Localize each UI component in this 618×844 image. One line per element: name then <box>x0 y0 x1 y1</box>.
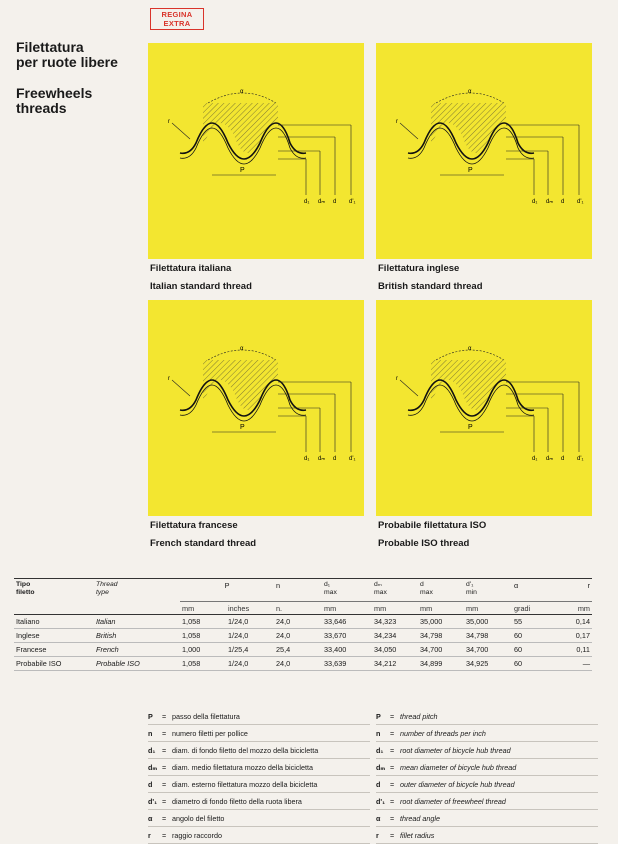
legend-item <box>148 725 370 742</box>
legend-symbol: d₁ <box>148 745 156 755</box>
cell-n: 24,0 <box>274 615 322 629</box>
cell-p-mm: 1,000 <box>180 643 226 657</box>
legend-text: number of threads per inch <box>400 728 486 738</box>
header-tipo-filetto <box>14 579 94 602</box>
legend-equals: = <box>390 813 395 823</box>
legend-symbol: d'₁ <box>376 796 386 806</box>
header-type: type <box>96 589 109 596</box>
header-d1p-sub: min <box>466 589 477 596</box>
legend-item <box>148 810 370 827</box>
diagram-panel-british <box>376 43 592 259</box>
cell-d1: 33,400 <box>322 643 372 657</box>
diagram-panel-iso <box>376 300 592 516</box>
header-d1-sub: max <box>324 589 337 596</box>
cell-p-in: 1/25,4 <box>226 643 274 657</box>
legend-item <box>148 776 370 793</box>
label-alpha: α <box>240 346 244 352</box>
legend-item <box>376 827 598 844</box>
cell-p-mm: 1,058 <box>180 615 226 629</box>
header-dm-sub: max <box>374 589 387 596</box>
legend-text: diam. medio filettatura mozzo della bicicletta <box>172 762 314 772</box>
legend-text: thread pitch <box>400 711 438 721</box>
legend-symbol: n <box>376 728 381 738</box>
dimension-label: d'₁ <box>577 456 584 462</box>
label-pitch: P <box>468 167 473 174</box>
legend-item <box>376 725 598 742</box>
table-row <box>14 615 592 629</box>
legend-symbol: d <box>148 779 153 789</box>
legend-text: passo della filettatura <box>172 711 240 721</box>
label-radius: r <box>168 376 170 382</box>
header-d-symbol: d <box>420 581 424 588</box>
unit-cell: mm <box>322 602 372 615</box>
table-row <box>14 657 592 671</box>
dimension-label: d <box>333 456 337 462</box>
header-d1p <box>464 579 512 602</box>
header-d1-symbol: d₁ <box>324 581 331 588</box>
header-d <box>418 579 464 602</box>
dimension-label: d <box>333 199 337 205</box>
legend-text: outer diameter of bicycle hub thread <box>400 779 515 789</box>
caption-french <box>150 517 256 553</box>
thread-profile-diagram <box>376 43 592 259</box>
dimension-label: d₁ <box>304 199 310 205</box>
legend-equals: = <box>390 779 395 789</box>
header-filetto: filetto <box>16 589 35 596</box>
header-dm-symbol: dₘ <box>374 581 383 588</box>
cell-d: 34,899 <box>418 657 464 671</box>
legend-equals: = <box>162 745 167 755</box>
cell-d1p: 35,000 <box>464 615 512 629</box>
dimension-label: d'₁ <box>577 199 584 205</box>
cell-n: 24,0 <box>274 629 322 643</box>
label-pitch: P <box>240 167 245 174</box>
diagram-panel-french <box>148 300 364 516</box>
legend-text: diam. esterno filettatura mozzo della bicicletta <box>172 779 318 789</box>
unit-cell: mm <box>372 602 418 615</box>
legend-symbol: r <box>376 830 379 840</box>
legend-equals: = <box>162 830 167 840</box>
cell-it: Probabile ISO <box>14 657 94 671</box>
legend-item <box>376 708 598 725</box>
unit-cell: mm <box>180 602 226 615</box>
header-p: P <box>224 581 230 590</box>
cell-dm: 34,234 <box>372 629 418 643</box>
radius-leader <box>172 380 190 396</box>
legend-symbol: α <box>376 813 381 823</box>
cell-p-mm: 1,058 <box>180 629 226 643</box>
label-alpha: α <box>240 89 244 95</box>
legend-symbol: r <box>148 830 151 840</box>
cell-d: 34,700 <box>418 643 464 657</box>
cell-alpha: 55 <box>512 615 558 629</box>
header-thread: Thread <box>96 581 118 588</box>
dimension-label: dₘ <box>318 199 326 205</box>
legend-item <box>376 793 598 810</box>
cell-d: 34,798 <box>418 629 464 643</box>
legend-symbol: α <box>148 813 153 823</box>
table-units-row <box>14 602 592 615</box>
dimension-label: d₁ <box>532 199 538 205</box>
cell-r: — <box>558 657 592 671</box>
header-d-sub: max <box>420 589 433 596</box>
legend-item <box>148 759 370 776</box>
cell-d: 35,000 <box>418 615 464 629</box>
label-alpha: α <box>468 346 472 352</box>
legend-text: angolo del filetto <box>172 813 225 823</box>
thread-profile-diagram <box>148 43 364 259</box>
table-row <box>14 643 592 657</box>
logo-line-2: EXTRA <box>163 19 191 28</box>
legend-text: fillet radius <box>400 830 435 840</box>
caption-en: Italian standard thread <box>150 281 252 292</box>
cell-p-in: 1/24,0 <box>226 629 274 643</box>
legend-text: thread angle <box>400 813 440 823</box>
heading-it-line-1: Filettatura <box>16 39 84 55</box>
caption-en: British standard thread <box>378 281 483 292</box>
dimension-label: dₘ <box>318 456 326 462</box>
cell-alpha: 60 <box>512 629 558 643</box>
legend-item <box>376 742 598 759</box>
heading-en-line-1: Freewheels <box>16 85 93 101</box>
dimension-label: d'₁ <box>349 456 356 462</box>
caption-british <box>378 260 483 296</box>
dimension-label: dₘ <box>546 199 554 205</box>
unit-cell: gradi <box>512 602 558 615</box>
cell-d1p: 34,700 <box>464 643 512 657</box>
legend-english <box>376 708 598 844</box>
legend-equals: = <box>162 813 167 823</box>
cell-r: 0,11 <box>558 643 592 657</box>
cell-dm: 34,323 <box>372 615 418 629</box>
header-n: n <box>276 581 281 590</box>
unit-cell: mm <box>558 602 592 615</box>
caption-en: French standard thread <box>150 538 257 549</box>
header-tipo: Tipo <box>16 581 31 588</box>
heading-it-line-2: per ruote libere <box>16 54 118 70</box>
thread-profile-diagram <box>148 300 364 516</box>
unit-cell: inches <box>226 602 274 615</box>
label-alpha: α <box>468 89 472 95</box>
table-row <box>14 629 592 643</box>
caption-iso <box>378 517 486 553</box>
legend-text: root diameter of bicycle hub thread <box>400 745 511 755</box>
cell-d1: 33,639 <box>322 657 372 671</box>
legend-equals: = <box>390 711 395 721</box>
heading-italian <box>16 40 118 70</box>
cell-p-in: 1/24,0 <box>226 657 274 671</box>
caption-it: Filettatura italiana <box>150 263 232 274</box>
cell-r: 0,17 <box>558 629 592 643</box>
legend-equals: = <box>162 711 167 721</box>
regina-extra-logo <box>150 8 204 30</box>
dimension-label: d <box>561 456 565 462</box>
legend-symbol: n <box>148 728 153 738</box>
cell-d1: 33,670 <box>322 629 372 643</box>
dimension-label: d₁ <box>532 456 538 462</box>
legend-equals: = <box>390 728 395 738</box>
cell-d1: 33,646 <box>322 615 372 629</box>
caption-italian <box>150 260 252 296</box>
legend-equals: = <box>162 762 167 772</box>
cell-it: Inglese <box>14 629 94 643</box>
legend-symbol: dₘ <box>148 762 158 772</box>
cell-d1p: 34,925 <box>464 657 512 671</box>
radius-leader <box>400 380 418 396</box>
header-d1p-symbol: d'₁ <box>466 581 474 588</box>
legend-symbol: d <box>376 779 381 789</box>
legend-equals: = <box>390 830 395 840</box>
legend-item <box>376 776 598 793</box>
cell-alpha: 60 <box>512 657 558 671</box>
legend-equals: = <box>390 796 395 806</box>
header-d1 <box>322 579 372 602</box>
header-thread-type <box>94 579 180 602</box>
unit-cell: mm <box>418 602 464 615</box>
legend-text: mean diameter of bicycle hub thread <box>400 762 517 772</box>
dimension-label: dₘ <box>546 456 554 462</box>
heading-english <box>16 86 92 116</box>
legend-equals: = <box>162 779 167 789</box>
thread-profile-diagram <box>376 300 592 516</box>
caption-it: Filettatura francese <box>150 520 238 531</box>
cell-r: 0,14 <box>558 615 592 629</box>
legend-item <box>148 827 370 844</box>
unit-cell: mm <box>464 602 512 615</box>
cell-it: Italiano <box>14 615 94 629</box>
dimension-label: d'₁ <box>349 199 356 205</box>
legend-symbol: dₘ <box>376 762 386 772</box>
legend-symbol: P <box>376 711 381 721</box>
legend-text: numero filetti per pollice <box>172 728 248 738</box>
cell-alpha: 60 <box>512 643 558 657</box>
radius-leader <box>400 123 418 139</box>
caption-it: Filettatura inglese <box>378 263 460 274</box>
legend-text: diam. di fondo filetto del mozzo della bicicletta <box>172 745 319 755</box>
heading-en-line-2: threads <box>16 100 67 116</box>
legend-symbol: d'₁ <box>148 796 158 806</box>
radius-leader <box>172 123 190 139</box>
legend-equals: = <box>390 745 395 755</box>
caption-it: Probabile filettatura ISO <box>378 520 487 531</box>
cell-dm: 34,212 <box>372 657 418 671</box>
cell-n: 24,0 <box>274 657 322 671</box>
cell-dm: 34,050 <box>372 643 418 657</box>
cell-p-mm: 1,058 <box>180 657 226 671</box>
cell-p-in: 1/24,0 <box>226 615 274 629</box>
legend-symbol: d₁ <box>376 745 384 755</box>
legend-equals: = <box>162 796 167 806</box>
legend-equals: = <box>162 728 167 738</box>
legend-equals: = <box>390 762 395 772</box>
label-radius: r <box>396 119 398 125</box>
cell-en: Italian <box>94 615 180 629</box>
cell-it: Francese <box>14 643 94 657</box>
header-r: r <box>587 581 590 590</box>
header-dm <box>372 579 418 602</box>
label-radius: r <box>396 376 398 382</box>
legend-symbol: P <box>148 711 153 721</box>
cell-n: 25,4 <box>274 643 322 657</box>
legend-item <box>148 742 370 759</box>
legend-item <box>148 793 370 810</box>
label-pitch: P <box>240 424 245 431</box>
dimension-label: d₁ <box>304 456 310 462</box>
legend-text: diametro di fondo filetto della ruota libera <box>172 796 302 806</box>
caption-en: Probable ISO thread <box>378 538 470 549</box>
legend-item <box>376 810 598 827</box>
logo-line-1: REGINA <box>161 10 193 19</box>
cell-en: British <box>94 629 180 643</box>
cell-en: Probable ISO <box>94 657 180 671</box>
cell-en: French <box>94 643 180 657</box>
unit-cell: n. <box>274 602 322 615</box>
legend-text: raggio raccordo <box>172 830 222 840</box>
legend-item <box>148 708 370 725</box>
label-radius: r <box>168 119 170 125</box>
cell-d1p: 34,798 <box>464 629 512 643</box>
label-pitch: P <box>468 424 473 431</box>
legend-item <box>376 759 598 776</box>
legend-italian <box>148 708 370 844</box>
thread-spec-table <box>14 578 592 671</box>
table-header-row <box>14 579 592 602</box>
header-alpha: α <box>514 581 519 590</box>
diagram-panel-italian <box>148 43 364 259</box>
dimension-label: d <box>561 199 565 205</box>
legend-text: root diameter of freewheel thread <box>400 796 506 806</box>
